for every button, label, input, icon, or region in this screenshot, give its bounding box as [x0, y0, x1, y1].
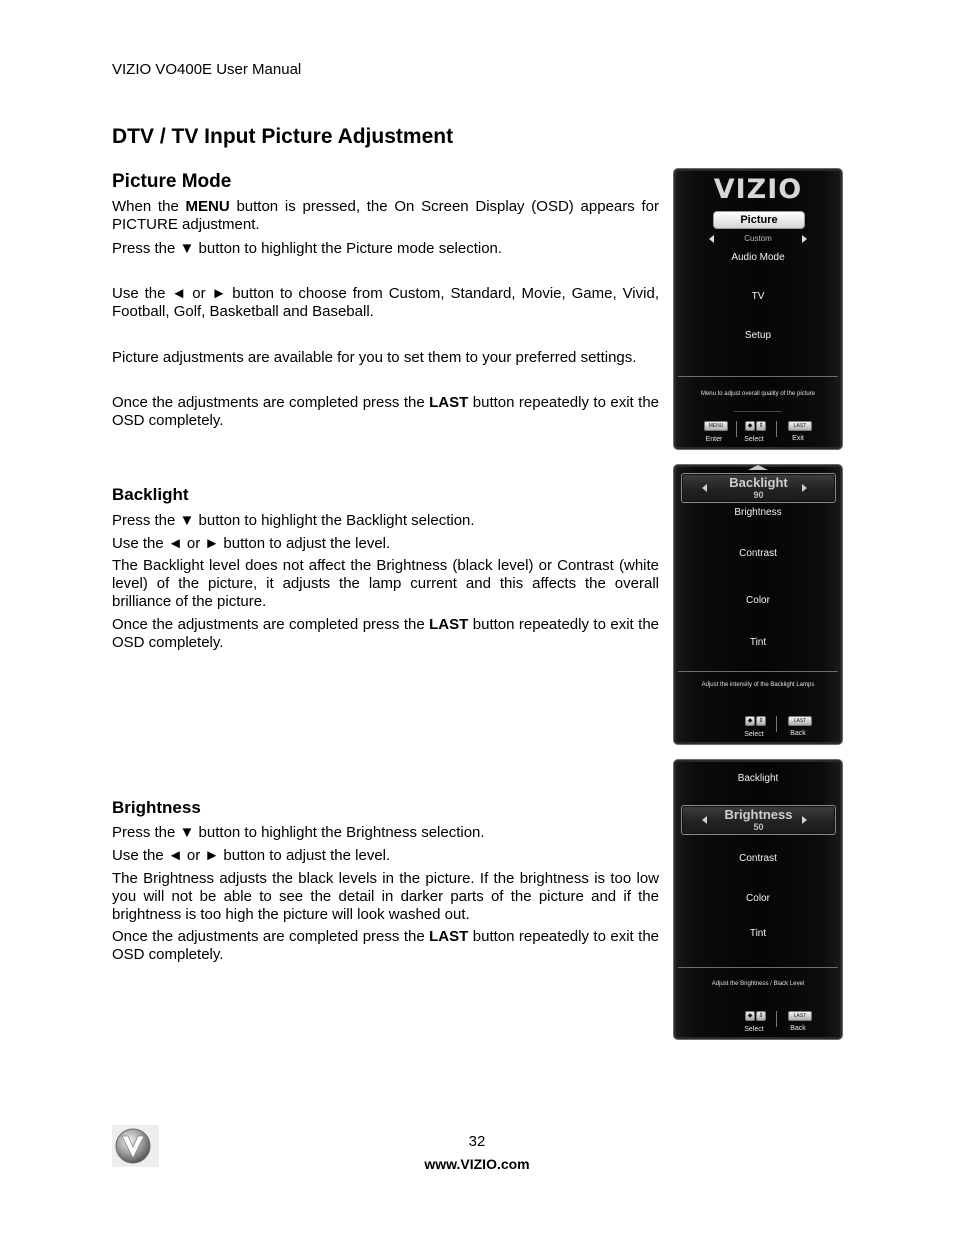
page-title: DTV / TV Input Picture Adjustment [112, 125, 454, 148]
osd-sub-value: Custom [706, 233, 810, 245]
paragraph: Use the ◄ or ► button to adjust the level. [112, 847, 391, 864]
divider [776, 716, 777, 732]
osd-item: Contrast [739, 548, 777, 559]
osd-picture-menu [673, 168, 843, 450]
left-arrow-icon [709, 235, 714, 243]
divider [678, 967, 838, 968]
paragraph: The Backlight level does not affect the Brightness (black level) or Contrast (white level) of the picture, it adjusts the lamp current and this affects the overall brilliance of the picture. [112, 557, 659, 610]
divider [678, 376, 838, 377]
paragraph: Press the ▼ button to highlight the Picture mode selection. [112, 240, 503, 257]
osd-button-label: Select [744, 436, 764, 443]
osd-button-label: Back [790, 1025, 806, 1032]
osd-item: Tint [749, 928, 767, 939]
osd-selected-value: 50 [753, 822, 764, 832]
divider [736, 421, 737, 437]
right-arrow-icon [802, 235, 807, 243]
divider [678, 671, 838, 672]
paragraph: When the MENU button is pressed, the On Screen Display (OSD) appears for PICTURE adjustment. [112, 198, 659, 233]
osd-selected-label: Brightness [724, 807, 793, 822]
paragraph: Press the ▼ button to highlight the Brightness selection. [112, 824, 485, 841]
paragraph: The Brightness adjusts the black levels in the picture. If the brightness is too low you will not be able to see the detail in darker parts of the picture and if the brightness is too high the picture will look washed out. [112, 870, 659, 923]
osd-button-label: Select [744, 1026, 764, 1033]
osd-item: Backlight [737, 773, 779, 784]
last-key-icon: LAST [788, 1011, 812, 1021]
paragraph: Once the adjustments are completed press the LAST button repeatedly to exit the OSD completely. [112, 394, 660, 429]
osd-selected-item: Picture [713, 211, 805, 229]
osd-item: Setup [744, 330, 772, 341]
divider [776, 421, 777, 437]
osd-selected-value: 90 [753, 490, 764, 500]
paragraph: Picture adjustments are available for you to set them to your preferred settings. [112, 349, 637, 366]
osd-help-text: Menu to adjust overall quality of the picture [700, 391, 816, 397]
osd-button-label: Back [790, 730, 806, 737]
osd-item: TV [751, 291, 765, 302]
left-arrow-icon [702, 484, 707, 492]
osd-item: Color [746, 893, 770, 904]
osd-item: Audio Mode [731, 252, 785, 263]
osd-backlight-menu [673, 464, 843, 745]
osd-help-text: Adjust the intensity of the Backlight Lamps [701, 682, 815, 688]
select-arrows-icon: ◆ ⇕ [745, 1011, 765, 1020]
osd-selected-item [681, 805, 836, 835]
osd-item: Contrast [739, 853, 777, 864]
osd-selected-item [681, 473, 836, 503]
divider [734, 411, 782, 412]
select-arrows-icon: ◆ ⇕ [745, 421, 765, 430]
page-number: 32 [468, 1133, 486, 1150]
left-arrow-icon [702, 816, 707, 824]
menu-key-icon: MENU [704, 421, 728, 431]
select-arrows-icon: ◆ ⇕ [745, 716, 765, 725]
section-heading-picture-mode: Picture Mode [112, 171, 232, 192]
paragraph: Press the ▼ button to highlight the Backlight selection. [112, 512, 475, 529]
osd-button-label: Enter [705, 436, 723, 443]
right-arrow-icon [802, 816, 807, 824]
osd-help-text: Adjust the Brightness / Black Level [711, 981, 805, 987]
vizio-logo: VIZIO [713, 174, 803, 205]
last-key-icon: LAST [788, 421, 812, 431]
osd-item: Color [746, 595, 770, 606]
section-heading-brightness: Brightness [112, 798, 201, 817]
osd-brightness-menu [673, 759, 843, 1040]
paragraph: Once the adjustments are completed press the LAST button repeatedly to exit the OSD completely. [112, 928, 660, 963]
osd-button-label: Exit [792, 435, 804, 442]
up-arrow-icon [748, 465, 768, 470]
section-heading-backlight: Backlight [112, 485, 189, 504]
osd-item: Tint [749, 637, 767, 648]
last-key-icon: LAST [788, 716, 812, 726]
paragraph: Use the ◄ or ► button to adjust the level. [112, 535, 391, 552]
footer-url: www.VIZIO.com [424, 1156, 530, 1172]
right-arrow-icon [802, 484, 807, 492]
osd-selected-label: Backlight [729, 475, 788, 490]
osd-item: Brightness [734, 507, 782, 518]
osd-button-label: Select [744, 731, 764, 738]
paragraph: Once the adjustments are completed press the LAST button repeatedly to exit the OSD completely. [112, 616, 660, 651]
running-header: VIZIO VO400E User Manual [112, 61, 302, 78]
paragraph: Use the ◄ or ► button to choose from Custom, Standard, Movie, Game, Vivid, Football, Golf, Basketball and Baseball. [112, 285, 659, 320]
divider [776, 1011, 777, 1027]
